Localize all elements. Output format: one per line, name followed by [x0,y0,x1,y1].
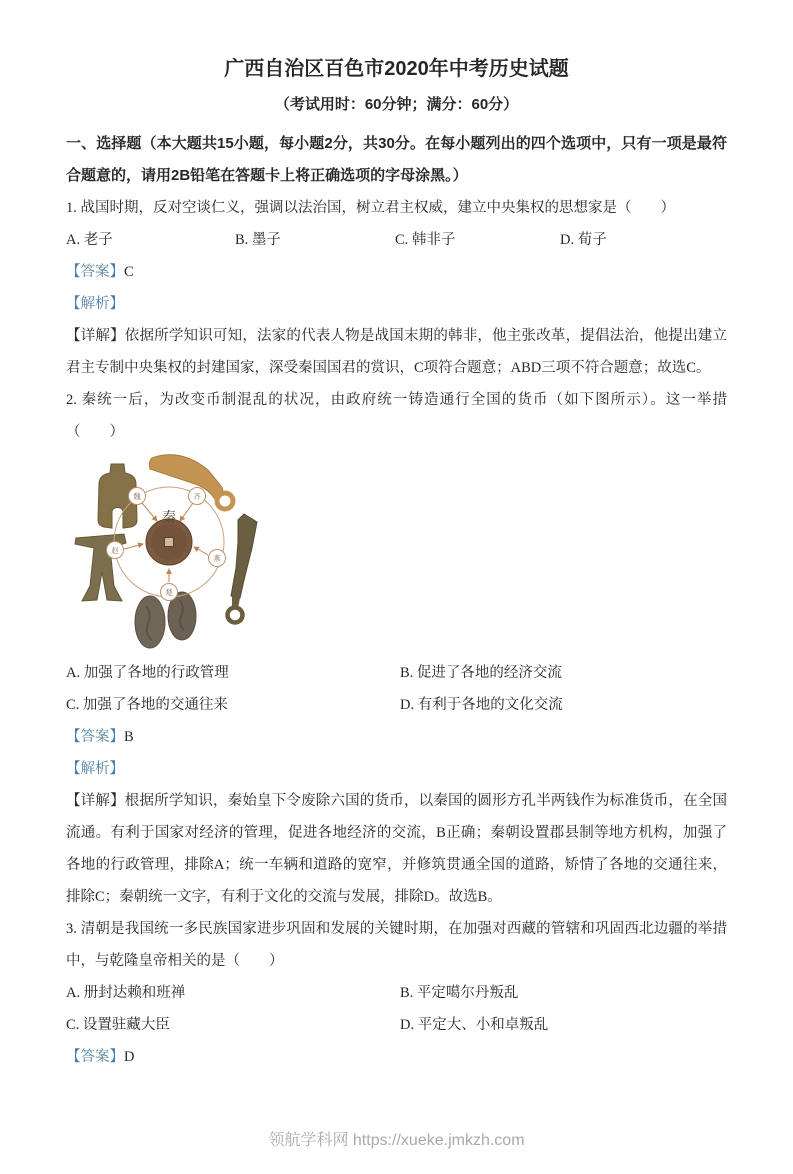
question-3-answer-line [66,1041,727,1073]
question-2-option-d: D. 有利于各地的文化交流 [400,697,563,713]
question-3-options [66,977,727,1041]
question-3-option-c: C. 设置驻藏大臣 [66,1017,170,1033]
detail-label: 【详解】 [66,793,125,809]
question-3-stem: 3. 清朝是我国统一多民族国家进步巩固和发展的关键时期，在加强对西藏的管辖和巩固西北边疆的举措中，与乾隆皇帝相关的是（ ） [66,921,727,969]
question-1-option-a: A. 老子 [66,232,113,248]
watermark-text: 领航学科网 https://xueke.jmkzh.com [268,1132,525,1149]
question-3-option-d: D. 平定大、小和卓叛乱 [400,1017,549,1033]
question-3 [66,913,727,1073]
question-2 [66,384,727,913]
knife-coin-gold [149,455,222,499]
question-2-option-b: B. 促进了各地的经济交流 [400,665,562,681]
question-2-detail [66,785,727,913]
arrow-zhao [124,544,143,549]
question-1-analysis-line [66,288,727,320]
question-2-option-a: A. 加强了各地的行政管理 [66,665,229,681]
analysis-label: 【解析】 [66,296,124,312]
exam-info: （考试用时：60分钟；满分：60分） [274,96,519,113]
arrow-yan [194,547,208,555]
knife-coin-gold-ring [217,493,233,509]
question-1-stem: 1. 战国时期，反对空谈仁义，强调以法治国，树立君主权威，建立中央集权的思想家是（ ） [66,200,675,216]
answer-label: 【答案】 [66,729,124,745]
knife-coin-dark-ring [228,608,243,623]
qin-coin-diagram [72,450,332,655]
state-label-qi: 齐 [193,492,201,501]
question-2-analysis-line [66,753,727,785]
question-3-option-b: B. 平定噶尔丹叛乱 [400,985,519,1001]
question-1-option-c: C. 韩非子 [395,232,456,248]
exam-document [0,52,793,1073]
qin-coin-square-hole [165,538,174,547]
oval-coin-left [135,596,165,648]
question-1-option-b: B. 墨子 [235,232,281,248]
question-2-stem: 2. 秦统一后，为改变币制混乱的状况，由政府统一铸造通行全国的货币（如下图所示）。这一举措（ ） [66,392,727,440]
question-2-option-c: C. 加强了各地的交通往来 [66,697,228,713]
state-label-yan: 燕 [213,554,221,563]
question-2-detail-text: 根据所学知识，秦始皇下令废除六国的货币，以秦国的圆形方孔半两钱作为标准货币，在全国流通。有利于国家对经济的管理，促进各地经济的交流，B正确；秦朝设置郡县制等地方机构，加强了各地的行政管理，排除A；统一车辆和道路的宽窄，并修筑贯通全国的道路，矫情了各地的交通往来，排除C；秦朝统一文字，有利于文化的交流与发展，排除D。故选B。 [66,793,728,905]
state-label-chu: 楚 [165,588,173,597]
question-2-answer: B [124,729,134,745]
question-3-option-a: A. 册封达赖和班禅 [66,985,186,1001]
section-heading: 一、选择题（本大题共15小题，每小题2分，共30分。在每小题列出的四个选项中，只有一项是最符合题意的，请用2B铅笔在答题卡上将正确选项的字母涂黑。） [66,135,727,184]
question-1-detail-text: 依据所学知识可知，法家的代表人物是战国末期的韩非，他主张改革，提倡法治，他提出建立君主专制中央集权的封建国家，深受秦国国君的赏识，C项符合题意；ABD三项不符合题意；故选C。 [66,328,728,376]
arrow-qi [180,503,193,521]
state-label-zhao: 赵 [111,546,119,555]
answer-label: 【答案】 [66,1049,124,1065]
qin-label: 秦 [162,511,176,526]
detail-label: 【详解】 [66,328,125,344]
watermark-footer [0,1127,793,1150]
question-1-option-d: D. 荀子 [560,232,607,248]
arrow-wei [142,503,157,521]
question-1-answer: C [124,264,134,280]
question-2-options [66,657,727,721]
answer-label: 【答案】 [66,264,124,280]
knife-coin-dark [231,514,257,598]
question-1-options [66,224,727,256]
analysis-label: 【解析】 [66,761,124,777]
qin-currency-figure [72,450,727,655]
question-3-answer: D [124,1049,135,1065]
state-label-wei: 魏 [133,492,141,501]
question-1-detail [66,320,727,384]
question-1 [66,192,727,384]
page-title: 广西自治区百色市2020年中考历史试题 [224,58,569,80]
question-2-answer-line [66,721,727,753]
question-1-answer-line [66,256,727,288]
